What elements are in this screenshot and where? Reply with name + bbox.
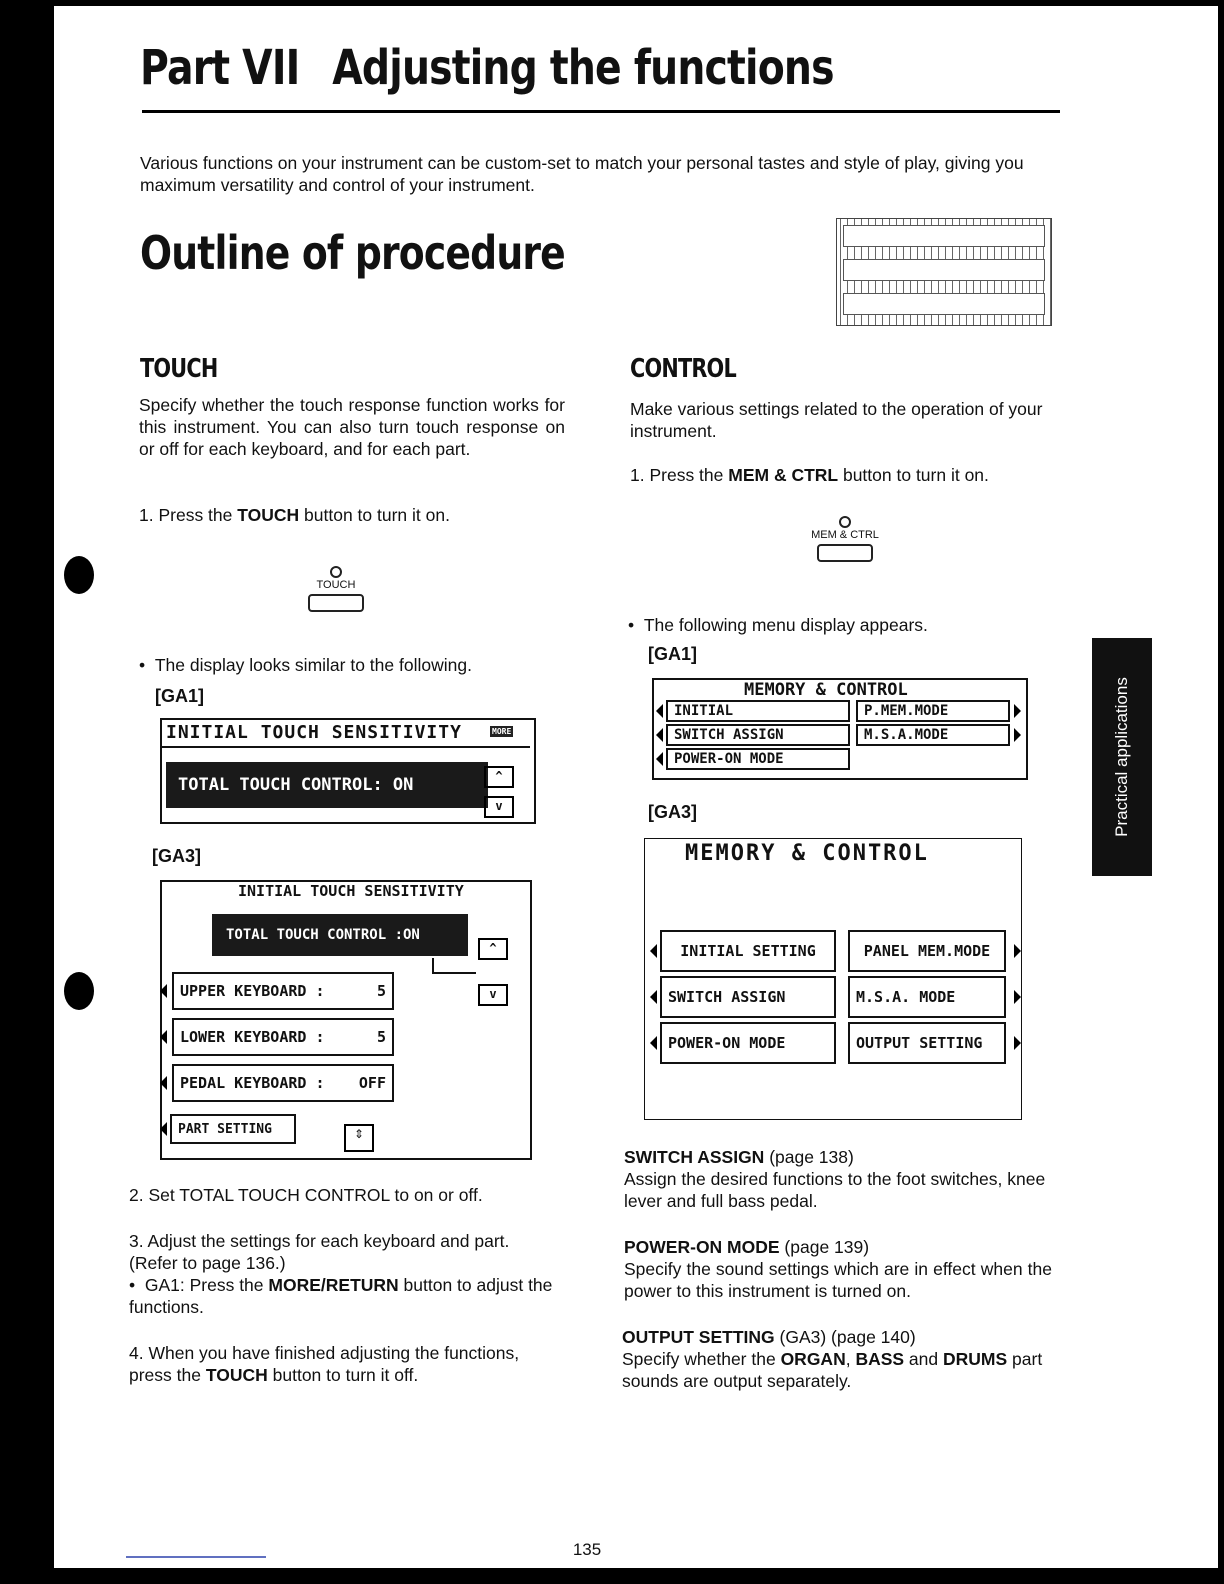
touch-step-3: 3. Adjust the settings for each keyboard and part. (Refer to page 136.) — [129, 1231, 510, 1273]
scan-border-left — [0, 0, 54, 1584]
part-heading: Adjusting the functions — [332, 40, 834, 96]
ga1-label: [GA1] — [648, 644, 697, 664]
ga1-label: [GA1] — [155, 686, 204, 706]
output-setting-item: OUTPUT SETTING (GA3) (page 140) Specify whether the ORGAN, BASS and DRUMS part sounds are output separately. — [622, 1327, 1043, 1391]
title-rule — [142, 110, 1060, 113]
total-touch-control-field[interactable]: TOTAL TOUCH CONTROL :ON — [212, 914, 468, 956]
binder-hole — [64, 556, 94, 594]
left-arrow-icon[interactable] — [650, 944, 657, 958]
right-arrow-icon[interactable] — [1014, 704, 1021, 718]
right-arrow-icon[interactable] — [1014, 1036, 1021, 1050]
led-icon — [330, 566, 342, 578]
bottom-rule — [126, 1556, 266, 1558]
scan-border-right — [1218, 0, 1224, 1584]
scan-border-top — [54, 0, 1224, 6]
lower-keyboard-field[interactable]: LOWER KEYBOARD : 5 — [172, 1018, 394, 1056]
right-arrow-icon[interactable] — [1014, 990, 1021, 1004]
up-down-icon[interactable]: ⇕ — [344, 1124, 374, 1152]
right-arrow-icon[interactable] — [1014, 728, 1021, 742]
page-number: 135 — [572, 1540, 602, 1559]
left-arrow-icon[interactable] — [656, 728, 663, 742]
ga3-label: [GA3] — [648, 802, 697, 822]
part-setting-field[interactable]: PART SETTING — [170, 1114, 296, 1144]
touch-description: Specify whether the touch response function works for this instrument. You can also turn touch response on or off for each keyboard, and for each part. — [139, 395, 565, 459]
touch-button-label: TOUCH — [316, 579, 356, 591]
power-on-mode-item: POWER-ON MODE (page 139) Specify the sound settings which are in effect when the power to this instrument is turned on. — [624, 1237, 1052, 1301]
control-bullet-menu: • The following menu display appears. — [628, 615, 928, 635]
button-icon — [308, 594, 364, 612]
control-step-1: 1. Press the MEM & CTRL button to turn it on. — [630, 465, 989, 485]
touch-bullet-display: • The display looks similar to the following. — [139, 655, 472, 675]
output-setting-menu[interactable]: OUTPUT SETTING — [848, 1022, 1006, 1064]
touch-step-2: 2. Set TOTAL TOUCH CONTROL to on or off. — [129, 1185, 483, 1205]
ga3-label: [GA3] — [152, 846, 201, 866]
display-title: MEMORY & CONTROL — [685, 841, 929, 866]
display-title: MEMORY & CONTROL — [744, 680, 908, 700]
down-icon[interactable]: v — [478, 984, 508, 1006]
touch-step-1: 1. Press the TOUCH button to turn it on. — [139, 505, 450, 525]
up-icon[interactable]: ^ — [484, 766, 514, 788]
left-arrow-icon[interactable] — [656, 704, 663, 718]
p-mem-mode-menu[interactable]: P.MEM.MODE — [856, 700, 1010, 722]
msa-mode-menu[interactable]: M.S.A.MODE — [856, 724, 1010, 746]
binder-hole — [64, 972, 94, 1010]
display-title: INITIAL TOUCH SENSITIVITY — [238, 882, 464, 900]
left-arrow-icon[interactable] — [160, 1076, 167, 1090]
intro-text: Various functions on your instrument can be custom-set to match your personal tastes and style of play, giving you maximum versatility and control of your instrument. — [140, 153, 1024, 195]
left-arrow-icon[interactable] — [650, 990, 657, 1004]
touch-step-4: 4. When you have finished adjusting the functions, press the TOUCH button to turn it off. — [129, 1343, 520, 1385]
more-icon: MORE — [492, 727, 512, 736]
pedal-keyboard-field[interactable]: PEDAL KEYBOARD : OFF — [172, 1064, 394, 1102]
switch-assign-item: SWITCH ASSIGN (page 138) Assign the desired functions to the foot switches, knee lever and full bass pedal. — [624, 1147, 1046, 1211]
left-arrow-icon[interactable] — [160, 984, 167, 998]
initial-menu[interactable]: INITIAL — [666, 700, 850, 722]
outline-title: Outline of procedure — [140, 226, 565, 280]
switch-assign-menu[interactable]: SWITCH ASSIGN — [660, 976, 836, 1018]
panel-mem-mode-menu[interactable]: PANEL MEM.MODE — [848, 930, 1006, 972]
left-arrow-icon[interactable] — [650, 1036, 657, 1050]
button-icon — [817, 544, 873, 562]
msa-mode-menu[interactable]: M.S.A. MODE — [848, 976, 1006, 1018]
side-tab — [1092, 638, 1152, 876]
part-title — [140, 40, 834, 96]
control-description: Make various settings related to the operation of your instrument. — [630, 399, 1043, 441]
switch-assign-menu[interactable]: SWITCH ASSIGN — [666, 724, 850, 746]
mem-ctrl-button-label: MEM & CTRL — [811, 529, 879, 541]
part-label: Part VII — [140, 40, 300, 96]
led-icon — [839, 516, 851, 528]
initial-setting-menu[interactable]: INITIAL SETTING — [660, 930, 836, 972]
right-arrow-icon[interactable] — [1014, 944, 1021, 958]
left-arrow-icon[interactable] — [656, 752, 663, 766]
up-icon[interactable]: ^ — [478, 938, 508, 960]
mem-ctrl-button[interactable] — [800, 516, 890, 562]
down-icon[interactable]: v — [484, 796, 514, 818]
power-on-mode-menu[interactable]: POWER-ON MODE — [660, 1022, 836, 1064]
display-title: INITIAL TOUCH SENSITIVITY — [166, 722, 462, 743]
left-arrow-icon[interactable] — [160, 1030, 167, 1044]
control-panel-illustration — [836, 218, 1052, 326]
left-arrow-icon[interactable] — [160, 1122, 167, 1136]
side-tab-label: Practical applications — [1112, 677, 1131, 837]
power-on-mode-menu[interactable]: POWER-ON MODE — [666, 748, 850, 770]
touch-heading: TOUCH — [140, 354, 218, 384]
touch-ga1-display — [160, 718, 536, 824]
touch-bullet-ga1: • GA1: Press the MORE/RETURN button to adjust the functions. — [129, 1275, 553, 1317]
total-touch-control-field[interactable]: TOTAL TOUCH CONTROL: ON — [166, 762, 488, 808]
touch-button[interactable] — [306, 566, 366, 612]
scan-border-bottom — [0, 1568, 1224, 1584]
upper-keyboard-field[interactable]: UPPER KEYBOARD : 5 — [172, 972, 394, 1010]
control-heading: CONTROL — [630, 354, 736, 384]
